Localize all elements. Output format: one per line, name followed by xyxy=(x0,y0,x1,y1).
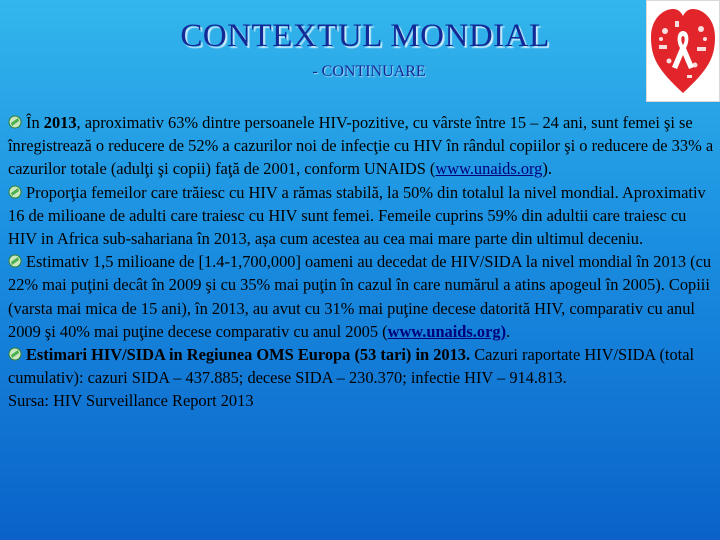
para3-end: . xyxy=(506,321,511,341)
para3-text: Estimativ 1,5 milioane de [1.4-1,700,000] oameni au decedat de HIV/SIDA la nivel mondial în 2013 (cu 22% mai puţini decât în 2009 şi cu 35% mai puţin în cazul în care numărul a atins apogeul în 2005). Copiii (varsta mai mica de 15 ani), în 2013, au avut cu 31% mai puţine decese datorită HIV, comparativ cu anul 2009 şi 40% mai puţine decese comparativ cu anul 2005 ( xyxy=(8,252,712,341)
page-title: CONTEXTUL MONDIAL xyxy=(180,18,550,54)
bullet-icon xyxy=(8,347,22,361)
para2-text: Proporţia femeilor care trăiesc cu HIV a rămas stabilă, la 50% din totalul la nivel mondial. Aproximativ 16 de milioane de adulti care traiesc cu HIV sunt femei. Femeile cuprins 59% din adultii care traiesc cu HIV in Africa sub-sahariana în 2013, așa cum acestea au cea mai mare parte din ultimul deceniu. xyxy=(8,182,706,249)
unaids-link[interactable]: www.unaids.org xyxy=(435,159,543,179)
paragraph-deaths-estimate xyxy=(8,250,716,343)
para1-year: 2013 xyxy=(43,113,77,132)
bullet-icon xyxy=(8,115,22,129)
bullet-icon xyxy=(8,185,22,199)
para1-end: ). xyxy=(542,159,552,179)
paragraph-2013-stats xyxy=(8,111,716,181)
content-body xyxy=(8,111,716,413)
red-ribbon-heart-logo xyxy=(646,0,720,102)
bullet-icon xyxy=(8,254,22,268)
page-subtitle: - CONTINUARE xyxy=(312,63,426,80)
para4-heading: Estimari HIV/SIDA in Regiunea OMS Europa (53 tari) in 2013. xyxy=(26,345,471,365)
red-ribbon-heart-icon xyxy=(647,1,719,101)
paragraph-europe-estimates xyxy=(8,343,716,389)
source-line: Sursa: HIV Surveillance Report 2013 xyxy=(8,391,254,411)
para1-text: , aproximativ 63% dintre persoanele HIV-pozitive, cu vârste între 15 – 24 ani, sunt femei şi se înregistrează o reducere de 52% a cazurilor noi de infecţie cu HIV în rândul copiilor şi o reducere de 33% a cazurilor totale (adulţi şi copii) faţă de 2001, conform UNAIDS ( xyxy=(8,113,714,179)
paragraph-women-proportion xyxy=(8,181,716,251)
para4-text: Cazuri raportate HIV/SIDA (total cumulativ): cazuri SIDA – 437.885; decese SIDA – 230.370; infectie HIV – 914.813. xyxy=(8,345,695,388)
para1-pre: În xyxy=(26,113,44,132)
unaids-link-bold[interactable]: www.unaids.org) xyxy=(387,321,507,341)
